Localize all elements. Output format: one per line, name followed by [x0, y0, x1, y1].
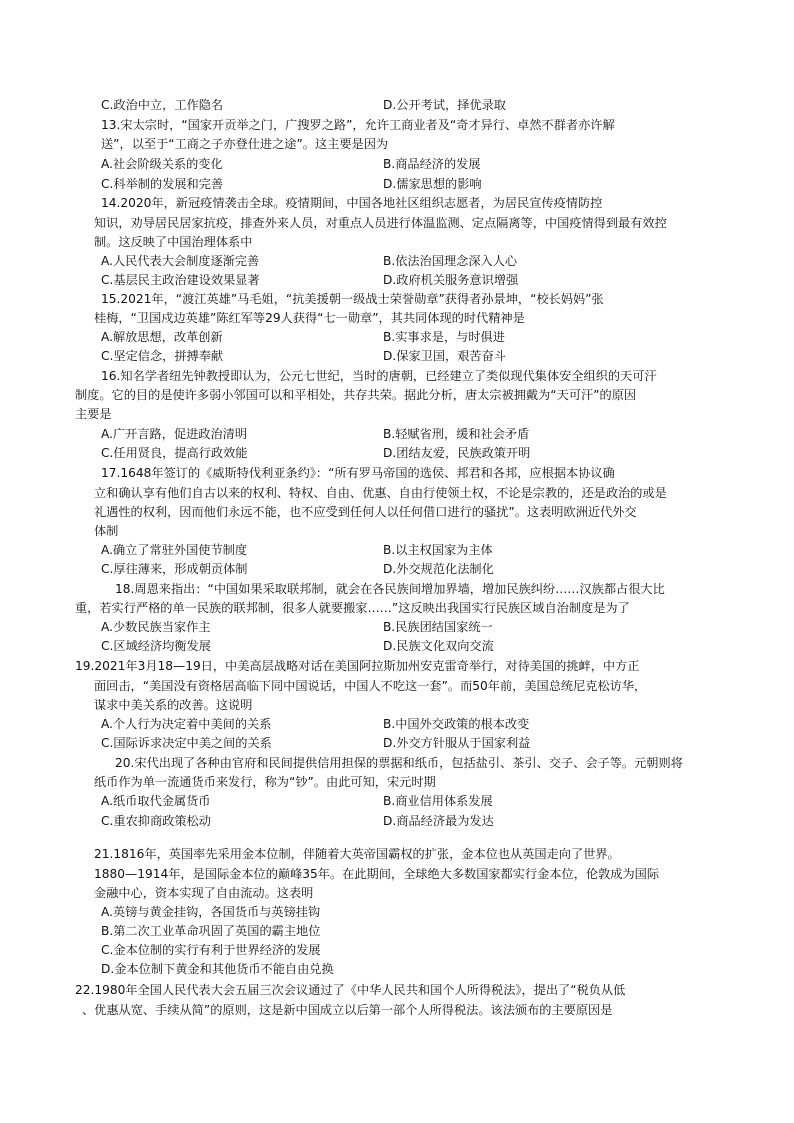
question-14-stem-cont: 知识，劝导居民居家抗疫，排查外来人员，对重点人员进行体温监测、定点隔离等，中国疫情得到最有效控	[94, 216, 667, 230]
option-a: A.确立了常驻外国使节制度	[101, 543, 248, 557]
question-19-stem: 19.2021年3月18—19日，中美高层战略对话在美国阿拉斯加州安克雷奇举行，对待美国的挑衅，中方正	[75, 659, 640, 673]
option-b: B.第二次工业革命巩固了英国的霸主地位	[101, 924, 321, 938]
option-a: A.广开言路，促进政治清明	[101, 427, 248, 441]
option-d: D.保家卫国，艰苦奋斗	[383, 349, 506, 363]
question-13-stem-cont: 送”，以至于“工商之子亦登仕进之途”。这主要是因为	[101, 137, 389, 151]
option-c: C.科举制的发展和完善	[101, 177, 224, 191]
question-20-stem-cont: 纸币作为单一流通货币来发行，称为“钞”。由此可知，宋元时期	[94, 775, 436, 789]
option-d: D.政府机关服务意识增强	[383, 273, 519, 287]
option-a: A.少数民族当家作主	[101, 620, 211, 634]
option-d: D.公开考试，择优录取	[383, 98, 506, 112]
question-22-stem-cont: 、优惠从宽、手续从简”的原则，这是新中国成立以后第一部个人所得税法。该法颁布的主要原因是	[82, 1003, 613, 1017]
question-16-stem: 16.知名学者纽先钟教授即认为，公元七世纪，当时的唐朝，已经建立了类似现代集体安全组织的天可汗	[101, 369, 657, 383]
option-b: B.中国外交政策的根本改变	[383, 717, 530, 731]
question-21-stem: 21.1816年，英国率先采用金本位制，伴随着大英帝国霸权的扩张，金本位也从英国走向了世界。	[94, 847, 620, 861]
question-18-stem: 18.周恩来指出：“中国如果采取联邦制，就会在各民族间增加界墙，增加民族纠纷……汉族都占很大比	[115, 582, 665, 596]
question-16-stem-cont: 制度。它的目的是使许多弱小邻国可以和平相处，共存共荣。据此分析，唐太宗被拥戴为“天可汗”的原因	[75, 388, 637, 402]
question-17-stem-cont: 体制	[94, 524, 119, 538]
question-19-stem-cont: 面回击，“美国没有资格居高临下同中国说话，中国人不吃这一套”。而50年前，美国总统尼克松访华，	[94, 679, 647, 693]
option-d: D.外交方针服从于国家利益	[383, 736, 531, 750]
option-c: C.重农抑商政策松动	[101, 814, 211, 828]
question-15-stem: 15.2021年，“渡江英雄”马毛姐，“抗美援朝一级战士荣誉勋章”获得者孙景坤，“校长妈妈”张	[101, 292, 604, 306]
question-16-stem-cont: 主要是	[75, 407, 112, 421]
question-17-stem-cont: 礼遇性的权利，因而他们永远不能，也不应受到任何人以任何借口进行的骚扰”。这表明欧洲近代外交	[94, 505, 637, 519]
question-21-stem-cont: 1880—1914年，是国际金本位的巅峰35年。在此期间，全球绝大多数国家都实行金本位，伦敦成为国际	[94, 867, 660, 881]
option-a: A.解放思想，改革创新	[101, 330, 223, 344]
option-b: B.实事求是，与时俱进	[383, 330, 505, 344]
option-a: A.社会阶级关系的变化	[101, 157, 223, 171]
option-c: C.基层民主政治建设效果显著	[101, 273, 260, 287]
option-d: D.民族文化双向交流	[383, 639, 494, 653]
option-d: D.金本位制下黄金和其他货币不能自由兑换	[101, 962, 334, 976]
option-c: C.坚定信念，拼搏奉献	[101, 349, 224, 363]
option-c: C.区域经济均衡发展	[101, 639, 211, 653]
question-21-stem-cont: 金融中心，资本实现了自由流动。这表明	[94, 886, 314, 900]
question-13-stem: 13.宋太宗时，“国家开贡举之门，广搜罗之路”，允许工商业者及“奇才异行、卓然不群者亦许解	[101, 118, 615, 132]
question-20-stem: 20.宋代出现了各种由官府和民间提供信用担保的票据和纸币，包括盐引、茶引、交子、会子等。元朝则将	[115, 756, 683, 770]
option-b: B.以主权国家为主体	[383, 543, 493, 557]
option-d: D.团结友爱，民族政策开明	[383, 446, 531, 460]
option-b: B.商业信用体系发展	[383, 794, 493, 808]
option-c: C.任用贤良，提高行政效能	[101, 446, 248, 460]
option-a: A.个人行为决定着中美间的关系	[101, 717, 272, 731]
question-15-stem-cont: 桂梅，“卫国戍边英雄”陈红军等29人获得“七一勋章”，其共同体现的时代精神是	[94, 311, 525, 325]
option-b: B.依法治国理念深入人心	[383, 254, 518, 268]
option-d: D.儒家思想的影响	[383, 177, 482, 191]
option-c: C.国际诉求决定中美之间的关系	[101, 736, 272, 750]
question-18-stem-cont: 重，若实行严格的单一民族的联邦制，很多人就要搬家……”这反映出我国实行民族区域自治制度是为了	[75, 601, 630, 615]
option-d: D.外交规范化法制化	[383, 562, 494, 576]
option-b: B.轻赋省刑，缓和社会矛盾	[383, 427, 530, 441]
question-14-stem-cont: 制。这反映了中国治理体系中	[94, 235, 253, 249]
option-c: C.政治中立，工作隐名	[101, 98, 224, 112]
option-b: B.民族团结国家统一	[383, 620, 493, 634]
question-17-stem-cont: 立和确认享有他们自古以来的权利、特权、自由、优惠、自由行使领土权，不论是宗教的，还是政治的或是	[94, 486, 667, 500]
option-b: B.商品经济的发展	[383, 157, 481, 171]
question-22-stem: 22.1980年全国人民代表大会五届三次会议通过了《中华人民共和国个人所得税法》，提出了“税负从低	[75, 983, 626, 997]
question-19-stem-cont: 谋求中美关系的改善。这说明	[94, 698, 253, 712]
question-17-stem: 17.1648年签订的《威斯特伐利亚条约》：“所有罗马帝国的选侯、邦君和各邦，应根据本协议确	[101, 466, 615, 480]
question-14-stem: 14.2020年，新冠疫情袭击全球。疫情期间，中国各地社区组织志愿者，为居民宣传疫情防控	[101, 196, 603, 210]
option-a: A.人民代表大会制度逐渐完善	[101, 254, 260, 268]
option-a: A.英镑与黄金挂钩，各国货币与英镑挂钩	[101, 905, 321, 919]
option-c: C.金本位制的实行有利于世界经济的发展	[101, 943, 321, 957]
option-d: D.商品经济最为发达	[383, 814, 494, 828]
option-c: C.厚往薄来，形成朝贡体制	[101, 562, 248, 576]
option-a: A.纸币取代金属货币	[101, 794, 211, 808]
